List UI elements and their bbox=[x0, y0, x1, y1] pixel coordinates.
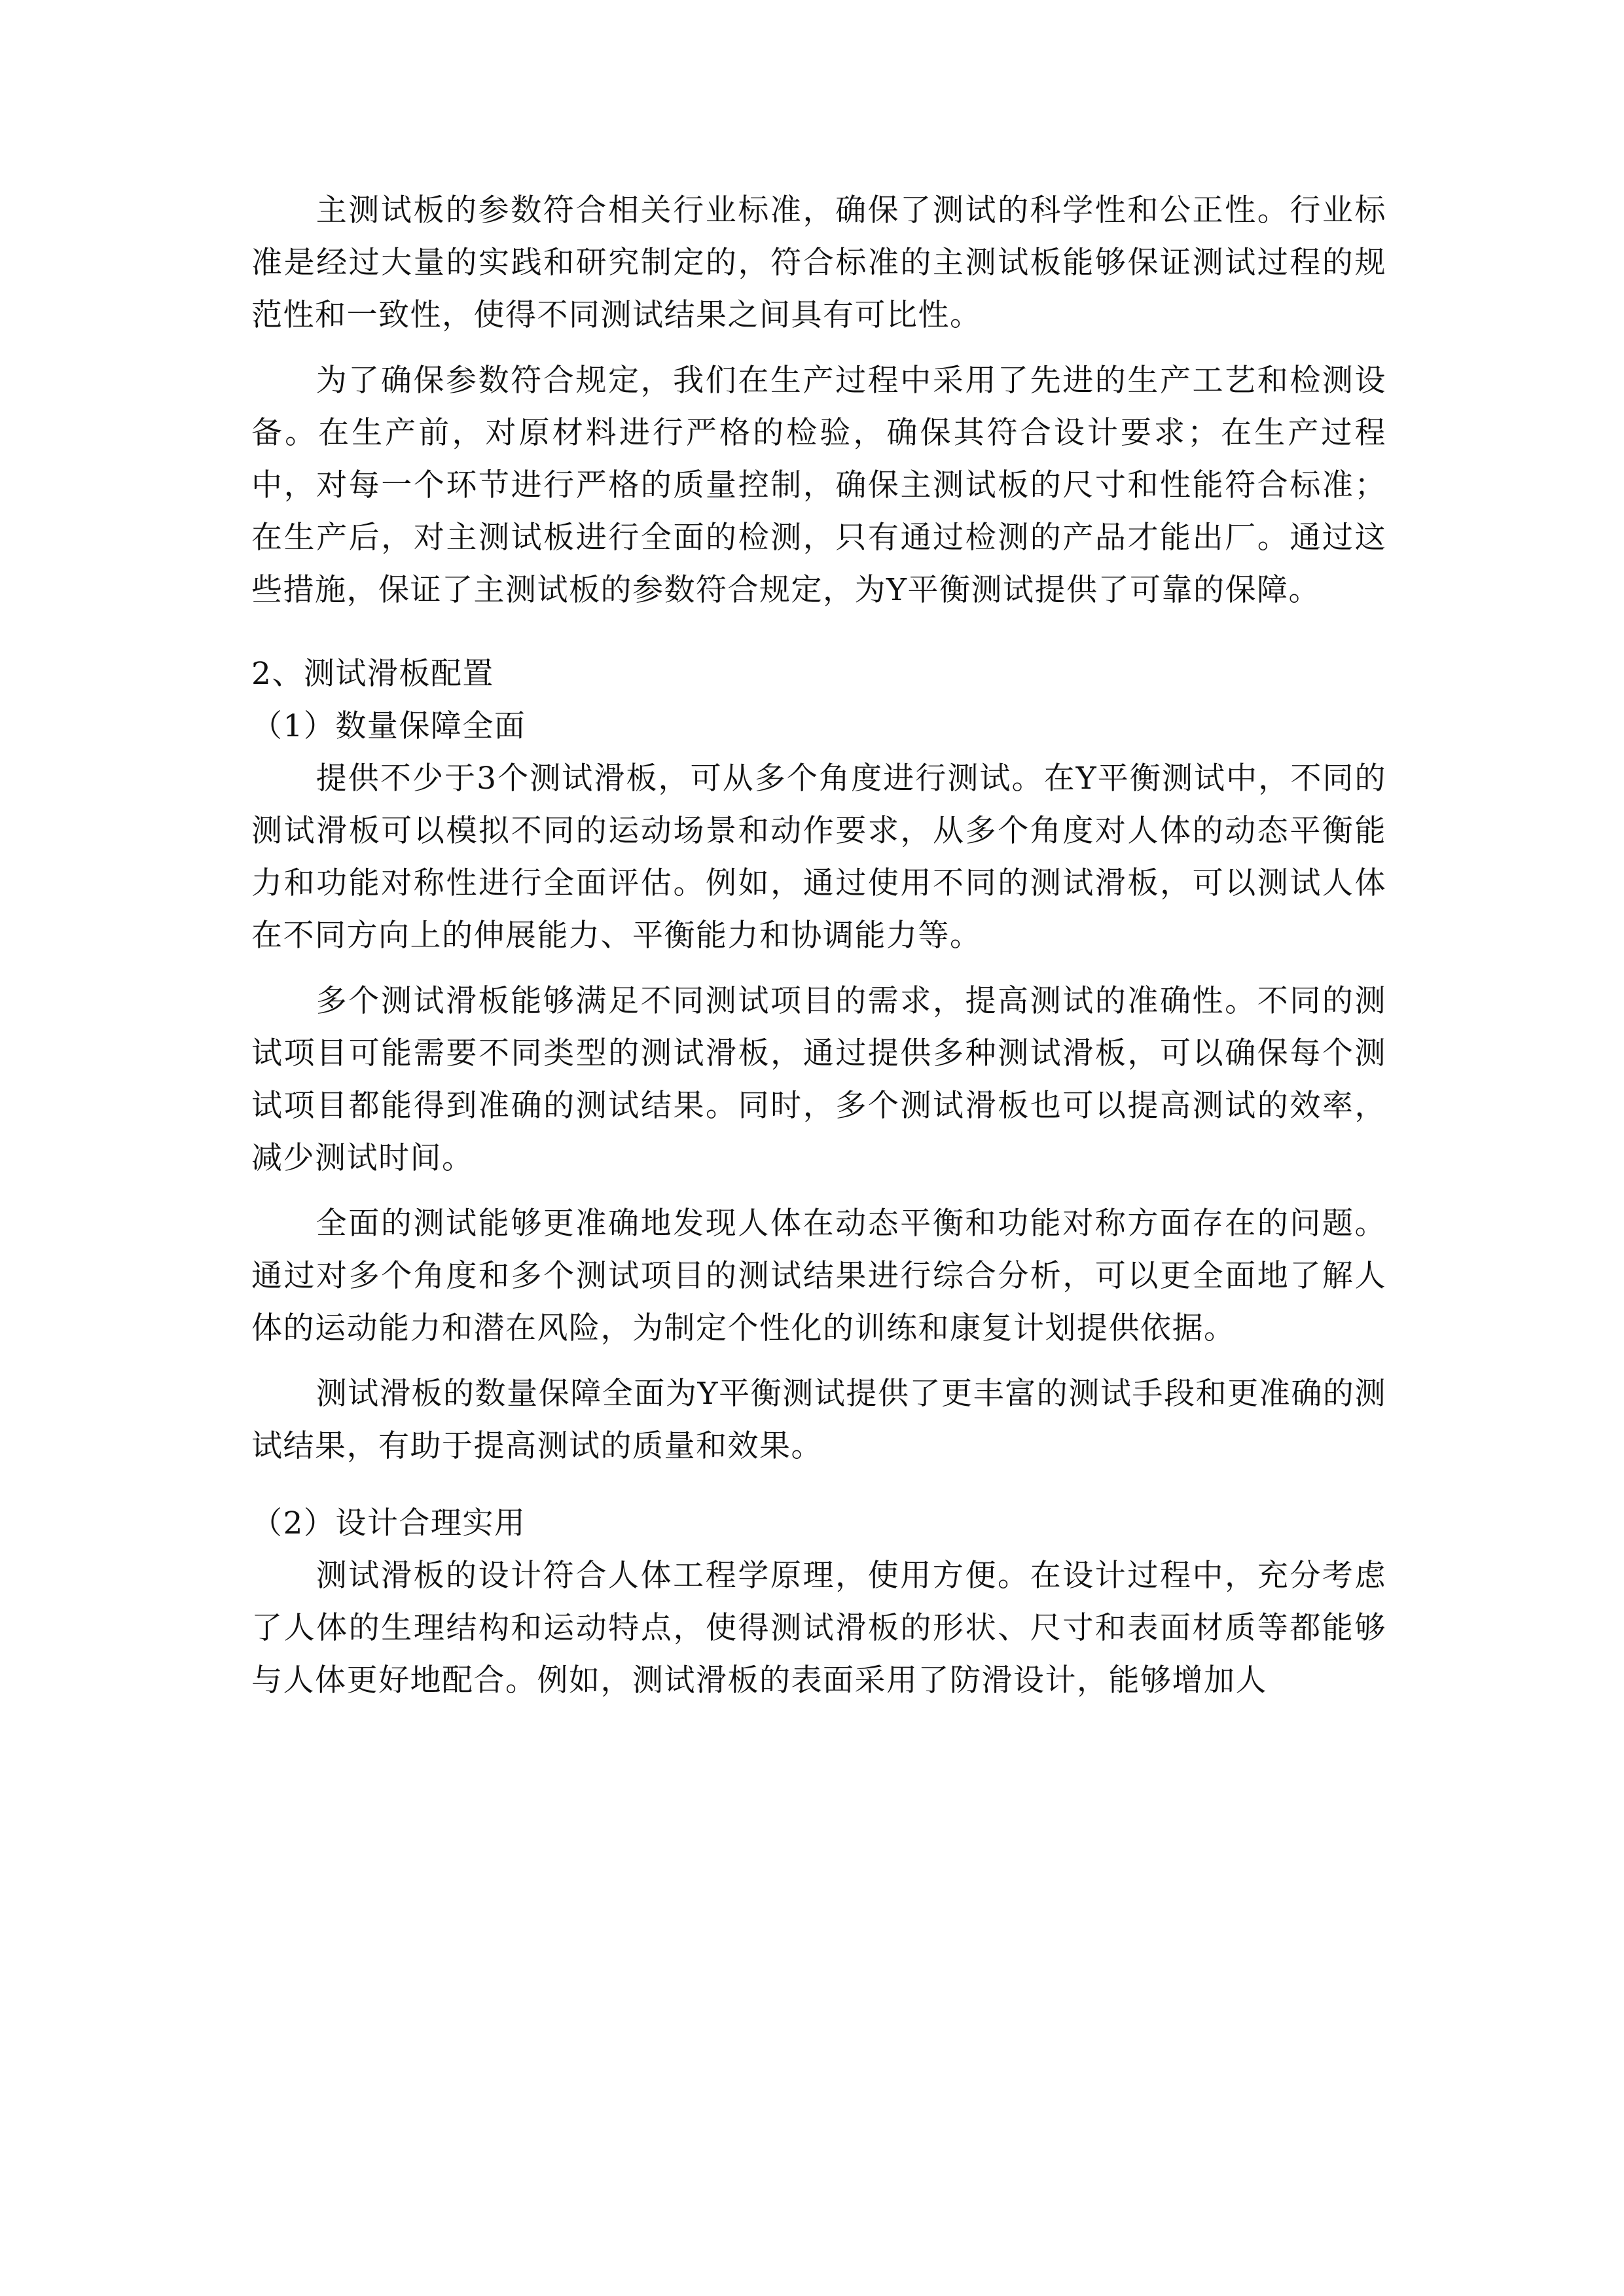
document-body bbox=[251, 185, 1386, 1707]
paragraph: 为了确保参数符合规定，我们在生产过程中采用了先进的生产工艺和检测设备。在生产前，对原材料进行严格的检验，确保其符合设计要求；在生产过程中，对每一个环节进行严格的质量控制，确保主测试板的尺寸和性能符合标准；在生产后，对主测试板进行全面的检测，只有通过检测的产品才能出厂。通过这些措施，保证了主测试板的参数符合规定，为Y平衡测试提供了可靠的保障。 bbox=[251, 363, 1386, 608]
paragraph: 主测试板的参数符合相关行业标准，确保了测试的科学性和公正性。行业标准是经过大量的实践和研究制定的，符合标准的主测试板能够保证测试过程的规范性和一致性，使得不同测试结果之间具有可比性。 bbox=[251, 192, 1386, 333]
paragraph: 多个测试滑板能够满足不同测试项目的需求，提高测试的准确性。不同的测试项目可能需要不同类型的测试滑板，通过提供多种测试滑板，可以确保每个测试项目都能得到准确的测试结果。同时，多个测试滑板也可以提高测试的效率，减少测试时间。 bbox=[251, 983, 1386, 1176]
paragraph: 测试滑板的数量保障全面为Y平衡测试提供了更丰富的测试手段和更准确的测试结果，有助于提高测试的质量和效果。 bbox=[251, 1376, 1386, 1464]
section-heading: 2、测试滑板配置 bbox=[251, 656, 494, 692]
subsection-heading: （2）设计合理实用 bbox=[251, 1505, 526, 1541]
paragraph: 提供不少于3个测试滑板，可从多个角度进行测试。在Y平衡测试中，不同的测试滑板可以模拟不同的运动场景和动作要求，从多个角度对人体的动态平衡能力和功能对称性进行全面评估。例如，通过使用不同的测试滑板，可以测试人体在不同方向上的伸展能力、平衡能力和协调能力等。 bbox=[251, 761, 1386, 954]
paragraph: 测试滑板的设计符合人体工程学原理，使用方便。在设计过程中，充分考虑了人体的生理结构和运动特点，使得测试滑板的形状、尺寸和表面材质等都能够与人体更好地配合。例如，测试滑板的表面采用了防滑设计，能够增加人 bbox=[251, 1558, 1386, 1698]
subsection-heading: （1）数量保障全面 bbox=[251, 708, 526, 744]
paragraph: 全面的测试能够更准确地发现人体在动态平衡和功能对称方面存在的问题。通过对多个角度和多个测试项目的测试结果进行综合分析，可以更全面地了解人体的运动能力和潜在风险，为制定个性化的训练和康复计划提供依据。 bbox=[251, 1206, 1386, 1346]
